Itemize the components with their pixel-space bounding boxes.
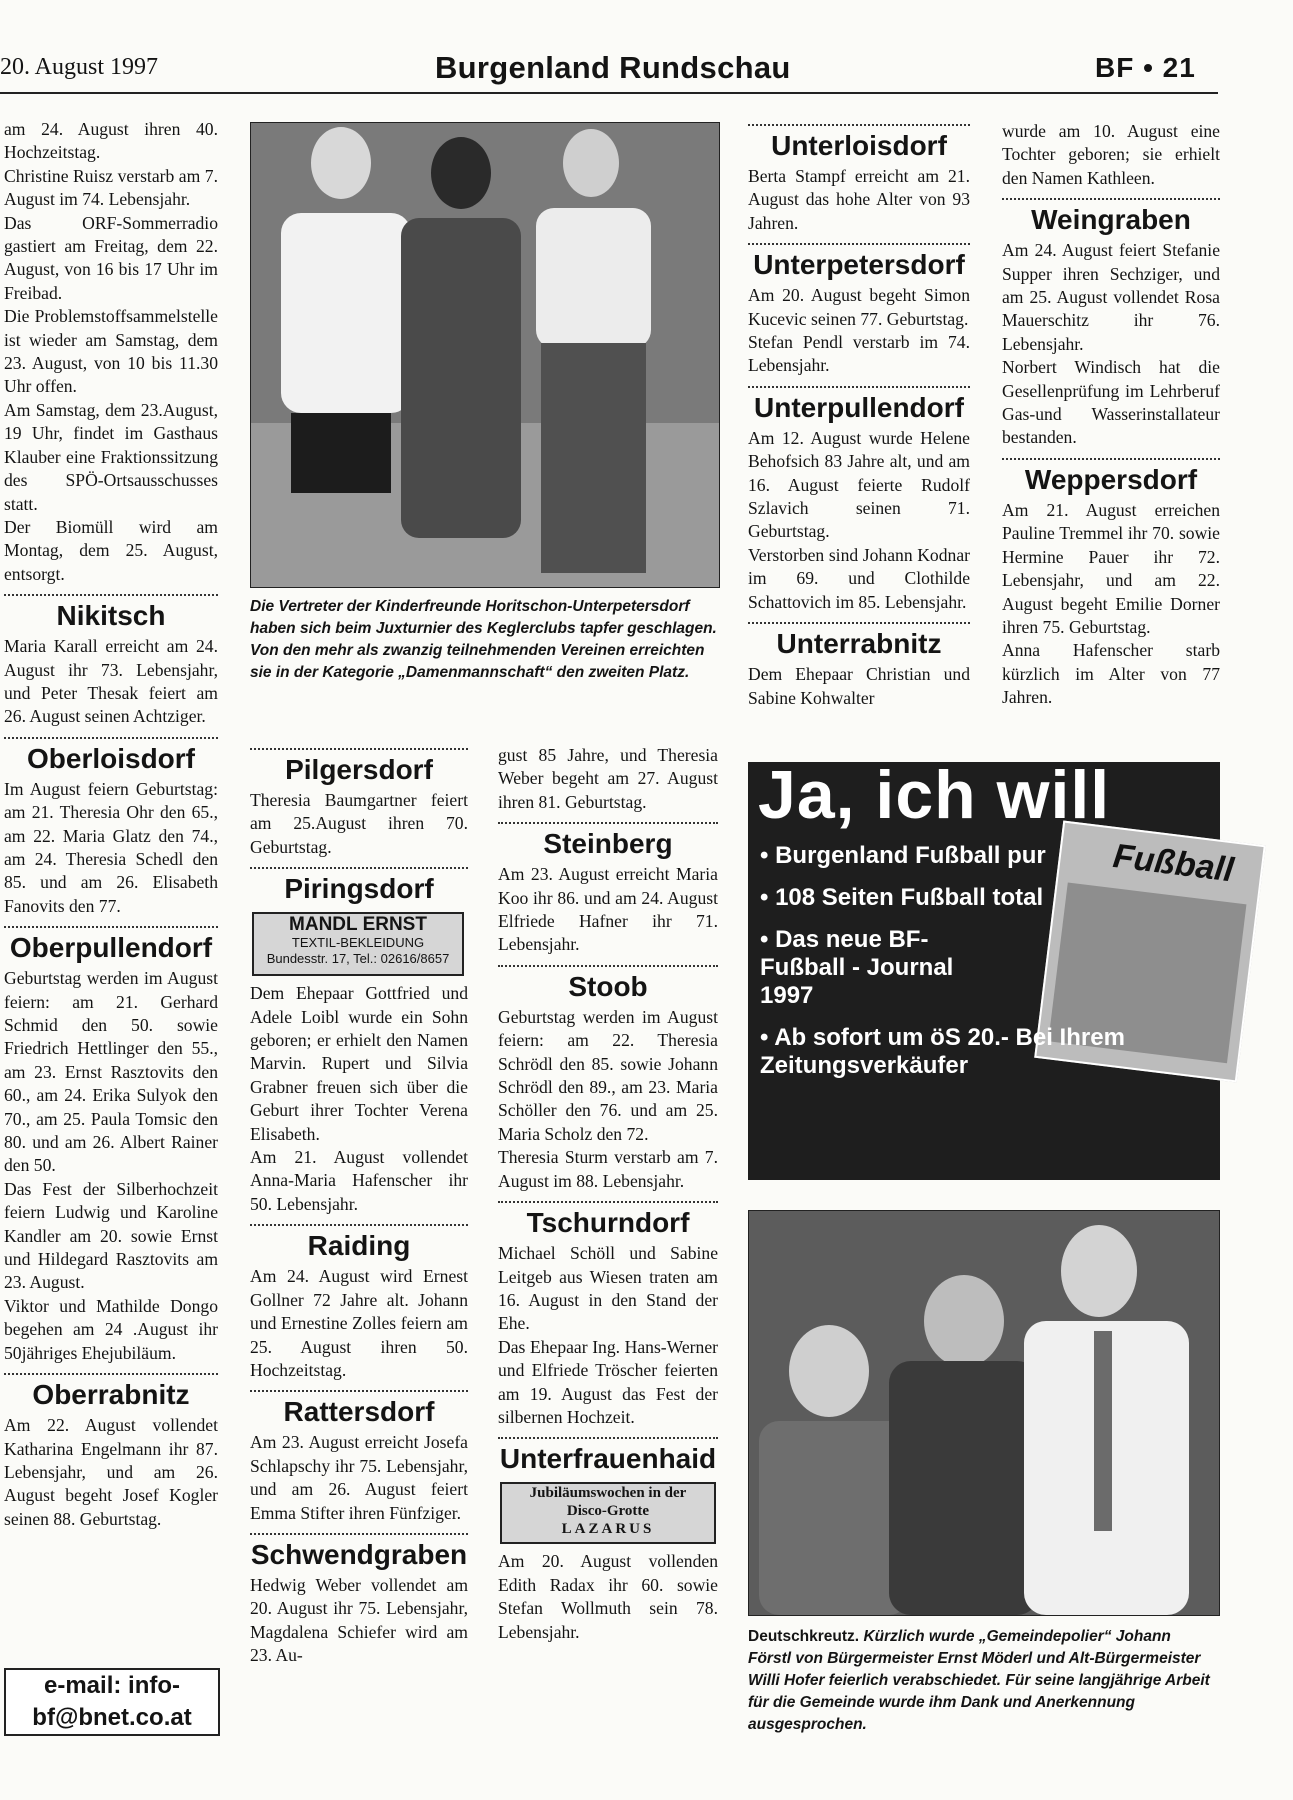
newspaper-title: Burgenland Rundschau — [435, 50, 791, 85]
article-text: Am 12. August wurde Helene Behofsich 83 Jahre alt, und am 16. August feierte Rudolf Szlavich seinen 71. Geburtstag. — [748, 427, 970, 542]
article-text: Dem Ehepaar Christian und Sabine Kohwalter — [748, 664, 970, 708]
section-heading: Oberpullendorf — [9, 932, 213, 964]
issue-date: 20. August 1997 — [0, 54, 159, 80]
section-heading: Weingraben — [1031, 204, 1191, 236]
ad-address: Bundesstr. 17, Tel.: 02616/8657 — [266, 951, 450, 967]
article-text: Im August feiern Geburtstag: am 21. Theresia Ohr den 65., am 22. Maria Glatz den 74., am 24. Theresia Schedl den 85. und am 26. Elisabeth Fanovits den 77. — [4, 778, 218, 916]
section-heading: Tschurndorf — [526, 1207, 690, 1239]
article-text: Am 20. August vollenden Edith Radax ihr 60. sowie Stefan Wollmuth sein 78. Lebensjahr. — [498, 1551, 718, 1642]
magazine-title: Fußball — [1111, 836, 1236, 890]
article-text: Am 20. August begeht Simon Kucevic seinen 77. Geburtstag. — [748, 285, 970, 329]
section-heading: Unterpullendorf — [754, 391, 964, 423]
article-text: Viktor und Mathilde Dongo begehen am 24 .August ihr 50jähriges Ehejubiläum. — [4, 1295, 218, 1363]
article-text: Berta Stampf erreicht am 21. August das hohe Alter von 93 Jahren. — [748, 166, 970, 233]
article-text: Verstorben sind Johann Kodnar im 69. und Clothilde Schattovich im 85. Lebensjahr. — [748, 544, 970, 612]
article-text: gust 85 Jahre, und Theresia Weber begeht am 27. August ihren 81. Geburtstag. — [498, 745, 718, 812]
section-heading: Nikitsch — [56, 600, 166, 632]
section-heading: Unterrabnitz — [776, 628, 942, 660]
photo-kinderfreunde — [250, 122, 720, 588]
dotted-separator — [748, 386, 970, 388]
section-heading: Steinberg — [543, 828, 673, 860]
dotted-separator — [748, 243, 970, 245]
ad-disco-lazarus — [500, 1482, 716, 1544]
article-text: Am 22. August vollendet Katharina Engelmann ihr 87. Lebensjahr, und am 26. August begeht Josef Kogler seinen 88. Geburtstag. — [4, 1415, 218, 1529]
photo-illustration — [749, 1211, 1219, 1615]
dotted-separator — [4, 926, 218, 928]
article-text: Theresia Baumgartner feiert am 25.August ihren 70. Geburtstag. — [250, 790, 468, 857]
dotted-separator — [4, 594, 218, 596]
header-rule — [0, 92, 1218, 94]
column-1 — [4, 118, 218, 1531]
section-heading: Raiding — [307, 1230, 411, 1262]
dotted-separator — [498, 822, 718, 824]
section-heading: Schwendgraben — [250, 1538, 468, 1570]
promo-bullet: • Das neue BF-Fußball - Journal 1997 — [760, 926, 1000, 1010]
dotted-separator — [250, 1533, 468, 1535]
caption-text: Kürzlich wurde „Gemeindepolier“ Johann Förstl von Bürgermeister Ernst Möderl und Alt-Bürgermeister Willi Hofer feierlich verabschiedet. Für seine langjährige Arbeit für die Gemeinde wurde ihm Dank und Anerkennung ausgesprochen. — [748, 1628, 1210, 1733]
promo-bullet: • 108 Seiten Fußball total — [760, 884, 1120, 912]
dotted-separator — [250, 1224, 468, 1226]
article-text: Am 23. August erreicht Josefa Schlapschy ihr 75. Lebensjahr, und am 26. August feiert Emma Stifter ihren Fünfziger. — [250, 1432, 468, 1523]
section-heading: Unterpetersdorf — [753, 249, 965, 281]
dotted-separator — [4, 1373, 218, 1375]
ad2-line2: Disco-Grotte — [566, 1503, 650, 1520]
article-text: Am 24. August wird Ernest Gollner 72 Jahre alt. Johann und Ernestine Zolles feiern am 25. August ihren 50. Hochzeitstag. — [250, 1266, 468, 1380]
article-text: Das Ehepaar Ing. Hans-Werner und Elfriede Tröscher feierten am 19. August das Fest der silbernen Hochzeit. — [498, 1336, 718, 1427]
article-text: Dem Ehepaar Gottfried und Adele Loibl wurde ein Sohn geboren; er erhielt den Namen Marvin. Rupert und Silvia Grabner freuen sich über die Geburt ihrer Tochter Verena Elisabeth. — [250, 983, 468, 1144]
section-heading: Rattersdorf — [283, 1396, 435, 1428]
dotted-separator — [498, 1437, 718, 1439]
promo-bf-fussball — [748, 757, 1236, 1180]
dotted-separator — [1002, 458, 1220, 460]
dotted-separator — [4, 737, 218, 739]
dotted-separator — [748, 124, 970, 126]
photo-caption-1: Die Vertreter der Kinderfreunde Horitschon-Unterpetersdorf haben sich beim Juxturnier des Keglerclubs tapfer geschlagen. Von den mehr als zwanzig teilnehmenden Vereinen erreichten sie in der Kategorie „Damenmannschaft“ den zweiten Platz. — [250, 598, 717, 681]
ad-name: MANDL ERNST — [289, 914, 427, 936]
photo-caption-2 — [748, 1626, 1218, 1736]
promo-bullet: • Ab sofort um öS 20.- Bei Ihrem Zeitungsverkäufer — [760, 1024, 1140, 1080]
intro-paragraph: Die Problemstoffsammelstelle ist wieder am Samstag, dem 23. August, von 10 bis 11.30 Uhr offen. — [4, 306, 218, 397]
section-heading: Piringsdorf — [284, 873, 434, 905]
column-4 — [748, 122, 970, 710]
article-text: Am 21. August erreichen Pauline Tremmel ihr 70. sowie Hermine Pauer ihr 72. Lebensjahr, und am 22. August begeht Emilie Dorner ihren 75. Geburtstag. — [1002, 499, 1220, 637]
column-3 — [498, 744, 718, 1644]
article-text: wurde am 10. August eine Tochter geboren; sie erhielt den Namen Kathleen. — [1002, 121, 1220, 188]
email-box[interactable] — [4, 1668, 220, 1736]
article-text: Am 24. August feiert Stefanie Supper ihren Sechziger, und am 25. August vollendet Rosa Mauerschitz ihr 76. Lebensjahr. — [1002, 240, 1220, 354]
article-text: Michael Schöll und Sabine Leitgeb aus Wiesen traten am 16. August in den Stand der Ehe. — [498, 1243, 718, 1334]
article-text: Hedwig Weber vollendet am 20. August ihr 75. Lebensjahr, Magdalena Schiefer wird am 23. Au- — [250, 1574, 468, 1666]
article-text: Maria Karall erreicht am 24. August ihr 73. Lebensjahr, und Peter Thesak feiert am 26. August seinen Achtziger. — [4, 636, 218, 727]
article-text: Das Fest der Silberhochzeit feiern Ludwig und Karoline Kandler am 20. sowie Ernst und Hildegard Rasztovits am 23. August. — [4, 1178, 218, 1293]
section-heading: Oberrabnitz — [32, 1379, 190, 1411]
dotted-separator — [498, 965, 718, 967]
intro-paragraph: Christine Ruisz verstarb am 7. August im 74. Lebensjahr. — [4, 165, 218, 210]
ad-mandl-ernst — [252, 912, 464, 976]
section-heading: Stoob — [568, 970, 648, 1002]
promo-bullet: • Burgenland Fußball pur — [760, 842, 1120, 870]
ad2-wrapper — [498, 1478, 718, 1550]
article-text: Anna Hafenscher starb kürzlich im Alter von 77 Jahren. — [1002, 640, 1220, 708]
promo-headline: Ja, ich will — [758, 757, 1111, 833]
intro-paragraph: Am Samstag, dem 23.August, 19 Uhr, findet im Gasthaus Klauber eine Fraktionssitzung des SPÖ-Ortsausschusses statt. — [4, 399, 218, 514]
section-heading: Weppersdorf — [1024, 463, 1198, 495]
ad-subtitle: TEXTIL-BEKLEIDUNG — [291, 935, 425, 951]
section-heading: Pilgersdorf — [285, 754, 433, 785]
dotted-separator — [748, 622, 970, 624]
section-heading: Unterfrauenhaid — [499, 1443, 717, 1475]
photo-deutschkreutz — [748, 1210, 1220, 1616]
section-heading: Oberloisdorf — [26, 742, 195, 774]
dotted-separator — [250, 748, 468, 750]
dotted-separator — [498, 1201, 718, 1203]
dotted-separator — [250, 1390, 468, 1392]
page-number: BF • 21 — [1095, 52, 1196, 83]
article-text: Norbert Windisch hat die Gesellenprüfung im Lehrberuf Gas-und Wasserinstallateur bestanden. — [1002, 357, 1220, 448]
article-text: Am 23. August erreicht Maria Koo ihr 86. und am 24. August Elfriede Hafner ihr 71. Lebensjahr. — [498, 864, 718, 955]
section-heading: Unterloisdorf — [771, 130, 947, 161]
ad2-line1: Jubiläumswochen in der — [529, 1485, 687, 1502]
column-5 — [1002, 120, 1220, 710]
promo-bullets — [760, 842, 1125, 1094]
caption-lead: Deutschkreutz. — [748, 1628, 860, 1645]
intro-paragraph: am 24. August ihren 40. Hochzeitstag. — [4, 119, 218, 163]
article-text: Geburtstag werden im August feiern: am 22. Theresia Schrödl den 85. sowie Johann Schrödl den 89., am 23. Maria Schöller den 76. und am 25. Maria Scholz den 72. — [498, 1006, 718, 1144]
article-text: Theresia Sturm verstarb am 7. August im 88. Lebensjahr. — [498, 1147, 718, 1191]
photo-illustration — [251, 123, 719, 587]
article-text: Stefan Pendl verstarb im 74. Lebensjahr. — [748, 332, 970, 376]
article-text: Am 21. August vollendet Anna-Maria Hafenscher ihr 50. Lebensjahr. — [250, 1147, 468, 1214]
intro-paragraph: Der Biomüll wird am Montag, dem 25. August, entsorgt. — [4, 516, 218, 584]
dotted-separator — [250, 867, 468, 869]
intro-paragraph: Das ORF-Sommerradio gastiert am Freitag, dem 22. August, von 16 bis 17 Uhr im Freibad. — [4, 212, 218, 303]
column-2 — [250, 740, 468, 1668]
article-text: Geburtstag werden im August feiern: am 21. Gerhard Schmid den 50. sowie Friedrich Hettlinger den 55., am 23. Ernst Rasztovits den 60., am 24. Erika Sulyok den 70., am 25. Paula Tomsic den 80. und am 26. Albert Rainer den 50. — [4, 968, 218, 1176]
dotted-separator — [1002, 198, 1220, 200]
email-address[interactable]: e-mail: info-bf@bnet.co.at — [32, 1672, 192, 1731]
ad2-line3: LAZARUS — [561, 1521, 655, 1538]
ad-wrapper — [250, 908, 468, 982]
